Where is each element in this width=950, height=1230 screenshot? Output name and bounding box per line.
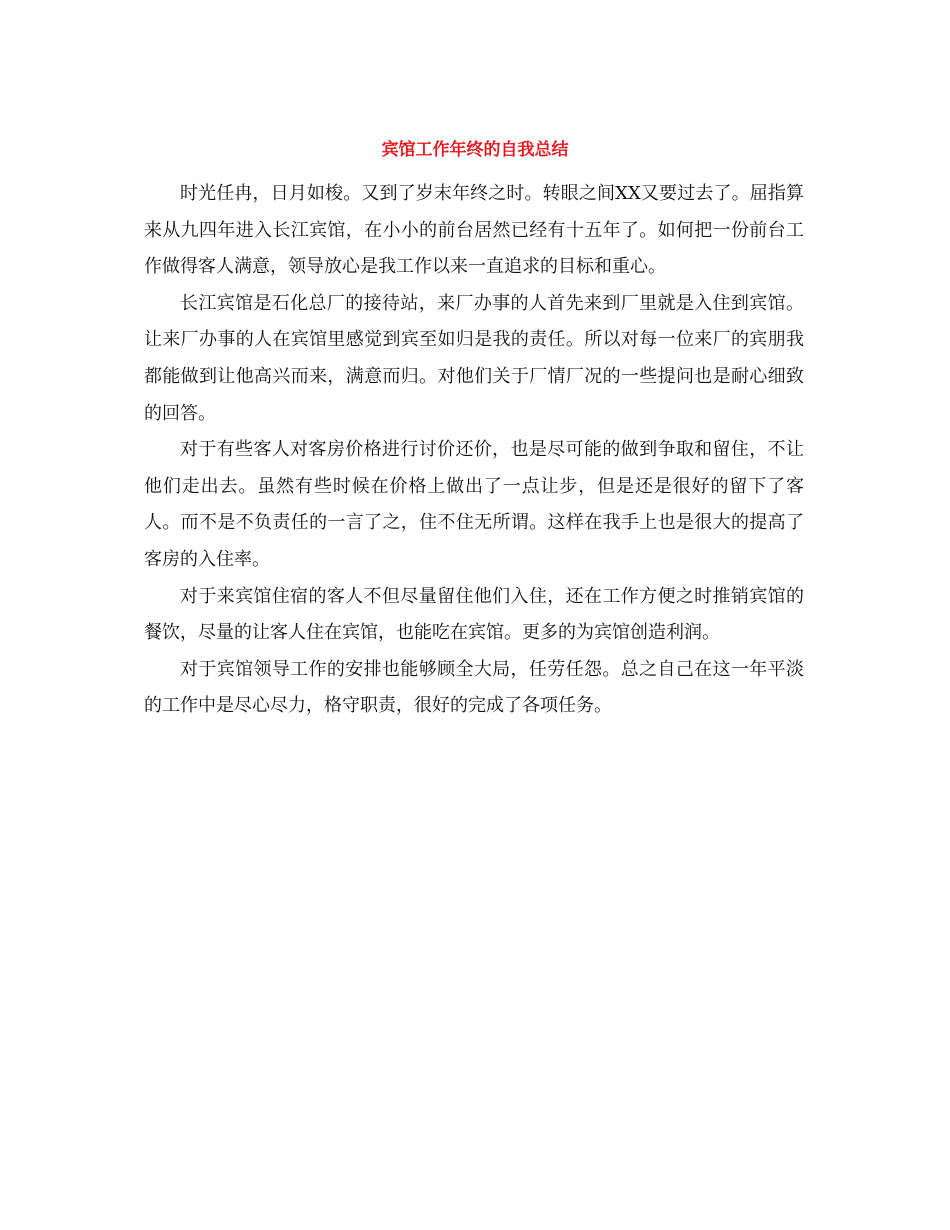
paragraph-1: 时光任冉，日月如梭。又到了岁末年终之时。转眼之间XX又要过去了。屈指算来从九四年进入长江宾馆，在小小的前台居然已经有十五年了。如何把一份前台工作做得客人满意，领导放心是我工作以来一直追求的目标和重心。 [144,183,804,278]
paragraph-3: 对于有些客人对客房价格进行讨价还价，也是尽可能的做到争取和留住，不让他们走出去。虽然有些时候在价格上做出了一点让步，但是还是很好的留下了客人。而不是不负责任的一言了之，住不住无所谓。这样在我手上也是很大的提高了客房的入住率。 [144,439,804,570]
document-body [144,176,804,725]
paragraph-5: 对于宾馆领导工作的安排也能够顾全大局，任劳任怨。总之自己在这一年平淡的工作中是尽心尽力，格守职责，很好的完成了各项任务。 [144,658,804,717]
document-title: 宾馆工作年终的自我总结 [381,140,569,160]
paragraph-4: 对于来宾馆住宿的客人不但尽量留住他们入住，还在工作方便之时推销宾馆的餐饮，尽量的让客人住在宾馆，也能吃在宾馆。更多的为宾馆创造利润。 [144,585,804,644]
paragraph-2: 长江宾馆是石化总厂的接待站，来厂办事的人首先来到厂里就是入住到宾馆。让来厂办事的人在宾馆里感觉到宾至如归是我的责任。所以对每一位来厂的宾朋我都能做到让他高兴而来，满意而归。对他们关于厂情厂况的一些提问也是耐心细致的回答。 [144,292,804,424]
